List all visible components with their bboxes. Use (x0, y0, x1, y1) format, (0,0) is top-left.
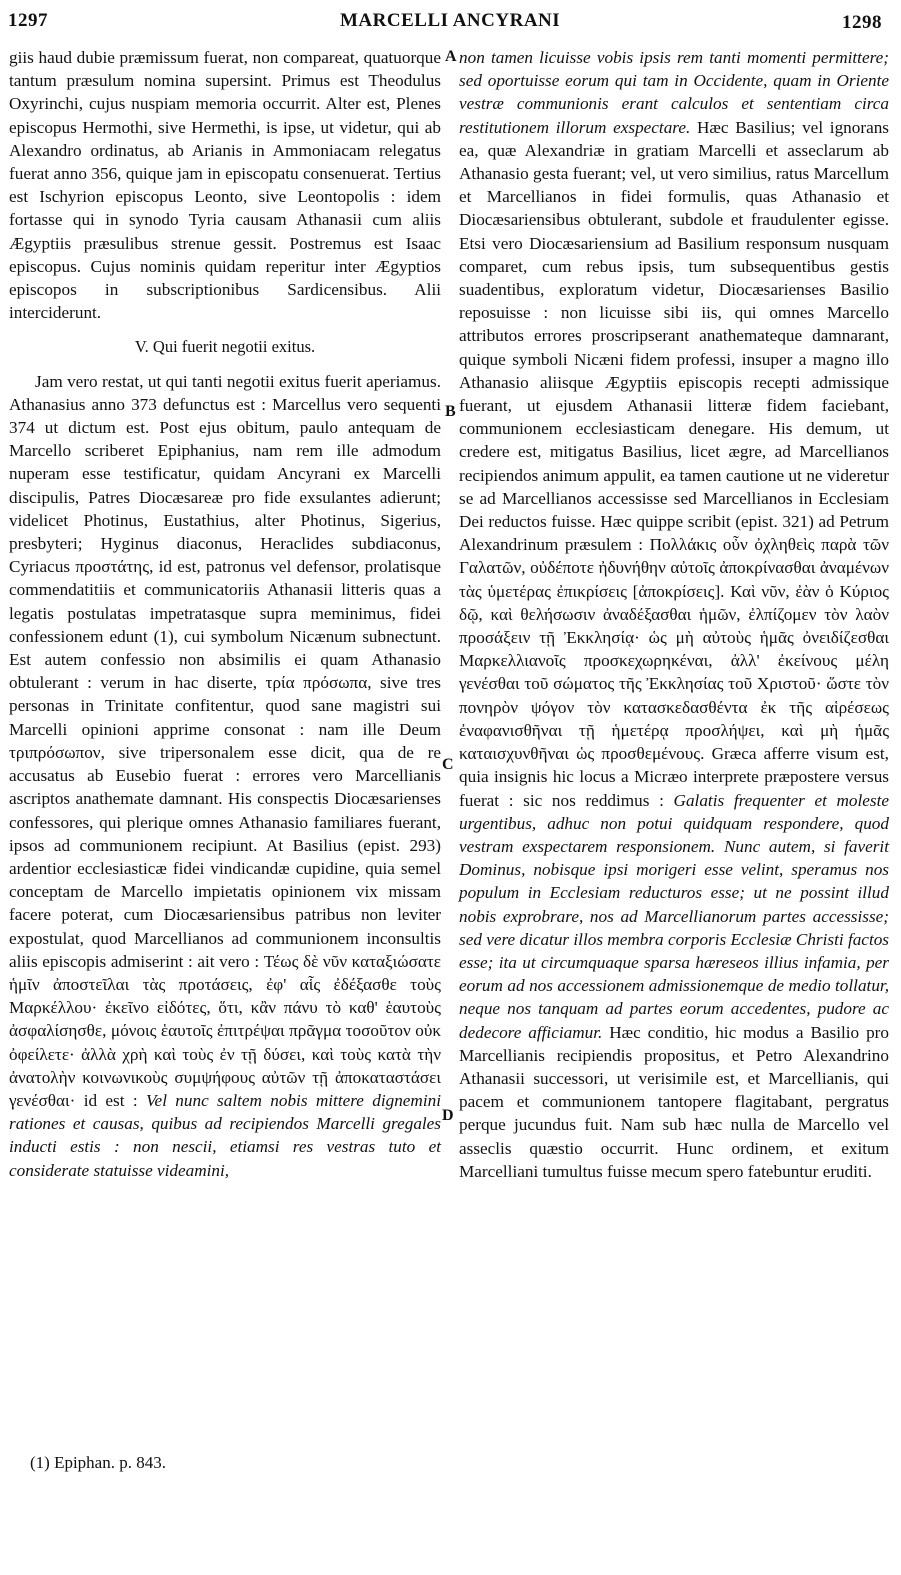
paragraph-text: Hæc Basilius; vel ignorans ea, quæ Alexandriæ in gratiam Marcelli et asseclarum ab Athanasio gesta fuerant; vel, ut vero similius, ratus Marcellum et Marcellianos in fidei formulis, quas Athanasio et Diocæsariensibus obtulerant, subdole et fraudulenter egisse. Etsi vero Diocæsariensium ad Basilium responsum nusquam comparet, cum rebus ipsis, tum subsequentibus gestis suadentibus, exploratum videtur, Diocæsarienses Basilio reposuisse : non licuisse sibi iis, qui omnes Marcello attributos errores proscripserant anathemateque damnarant, quique symboli Nicæni fidem professi, insuper a magno illo Athanasio aliisque Ægyptiis episcopis recepti admissique fuerant, ut ejusdem Athanasii litteræ fidem faciebant, communionem ecclesiasticam denegare. His demum, ut credere est, mitigatus Basilius, licet ægre, ad Marcellianos recipiendos animum appulit, ea tamen cautione ut ne videretur se ad Marcellianos accessisse sed Marcellianos in Ecclesiam Dei reductos fuisse. Hæc quippe scribit (epist. 321) ad Petrum Alexandrinum præsulem : (459, 117, 889, 555)
left-column (9, 46, 441, 1182)
running-title: MARCELLI ANCYRANI (340, 10, 561, 31)
paragraph-text: Hæc conditio, hic modus a Basilio pro Marcellianis recipiendis propositus, et Petro Alexandrino Athanasii successori, ut verisimile est, et Marcellianis, qui pacem et communionem tantopere flagitabant, pergratus perque jucundus fuit. Nam sub hæc nulla de Marcello vel asseclis quæstio occurrit. Hunc ordinem, et exitum Marcelliani tumultus fuisse mecum spero fatebuntur eruditi. (459, 1022, 889, 1181)
greek-text: τριπρόσωπον (9, 742, 101, 762)
greek-quotation: Τέως δὲ νῦν καταξιώσατε ἡμῖν ἀποστεῖλαι τὰς προτάσεις, ἐφ' αἷς ἐδέξασθε τοὺς Μαρκέλλου· ἐκεῖνο εἰδότες, ὅτι, κἂν πάνυ τὸ καθ' ἑαυτοὺς ἀσφαλίσησθε, μόνοις ἑαυτοῖς ἐπιτρέψαι πρᾶγμα τοσοῦτον οὐκ ὀφείλετε· ἀλλὰ χρὴ καὶ τοὺς ἐν τῇ δύσει, καὶ τοὺς κατὰ τὴν ἀνατολὴν κοινωνικοὺς συμψήφους αὐτῶν τῇ ἀποκαταστάσει γενέσθαι· (9, 951, 442, 1110)
paragraph-text: , sive tripersonalem esse dicit, qua de re accusatus ab Eusebio fuerat : errores vero Marcellianis ascriptos anathemate damnant. His conspectis Diocæsarienses confessores, qui plerique omnes Athanasio familiares fuerant, ipsos ad communionem recipiunt. At Basilius (epist. 293) ardentior ecclesiasticæ fidei vindicandæ cupidine, quia semel conceptam de Marcello impietatis opinionem vix missam facere poterat, cum Diocæsariensibus patribus non leviter expostulat, quod Marcellianos ad communionem inconsultis aliis episcopis admiserint : ait vero : (9, 742, 441, 971)
section-heading: V. Qui fuerit negotii exitus. (134, 337, 316, 357)
paragraph-text: Græca afferre visum est, quia insignis hic locus a Micræo interprete præpostere versus fuerat : sic nos reddimus : (459, 744, 889, 810)
paragraph-text: giis haud dubie præmissum fuerat, non compareat, quatuorque tantum præsulum nomina supersint. Primus est Theodulus Oxyrinchi, cujus nuspiam memoria occurrit. Alter est, Plenes episcopus Hermothi, sive Hermethi, is ipse, ut videtur, qui ab Alexandro ordinatus, ab Arianis in Ammoniacam relegatus fuerat anno 356, quique jam in episcopatu consenuerat. Tertius est Ischyrion episcopus Leonto, sive Leontopolis : idem fortasse qui in synodo Tyria causam Athanasii cum aliis Ægyptiis præsulibus strenue gessit. Postremus est Isaac episcopus. Cujus nominis quidam reperitur inter Ægyptios episcopos in subscriptionibus Sardicensibus. Alii interciderunt. (9, 48, 441, 323)
paragraph (9, 46, 441, 324)
latin-translation: Vel nunc saltem nobis mittere dignemini rationes et causas, quibus ad recipiendos Marcelli gregales inducti estis : non nescii, etiamsi res vestras tuto et considerate statuisse videamini, (9, 1090, 441, 1180)
paragraph-text: id est : (75, 1090, 138, 1110)
margin-letter-d: D (442, 1107, 454, 1124)
margin-letter-b: B (445, 403, 456, 420)
paragraph (459, 46, 889, 1183)
page-number-right: 1298 (842, 12, 882, 33)
margin-letter-a: A (445, 48, 457, 65)
latin-translation: non tamen licuisse vobis ipsis rem tanti momenti permittere; sed oportuisse eorum qui tam in Occidente, quam in Oriente vestræ communionis erant calculos et sententiam circa restitutionem illorum exspectare. (459, 48, 889, 137)
greek-text: τρία πρόσωπα (265, 673, 368, 693)
footnote: (1) Epiphan. p. 843. (30, 1453, 166, 1472)
paragraph-text: , sive tres personas in Trinitate confitentur, quod sane magistri sui Marcelli opinioni apprime consonat : nam ille Deum (9, 673, 441, 739)
greek-text: προστάτης (75, 557, 150, 577)
margin-letter-c: C (442, 756, 454, 773)
page-number-left: 1297 (8, 10, 48, 31)
running-header (0, 10, 901, 40)
right-column (459, 46, 889, 1183)
paragraph-text: , id est, patronus vel defensor, prolatisque commendatitiis et communicatoriis Athanasii litteris quas a legatis postulatas impetratasque supra meminimus, fidei confessionem edunt (1), cui symbolum Nicænum subnectunt. Est autem confessio non absimilis ei quam Athanasio obtulerant : verum in hac diserte, (9, 557, 441, 693)
greek-quotation: Πολλάκις οὖν ὀχληθεὶς παρὰ τῶν Γαλατῶν, οὐδέποτε ἠδυνήθην αὐτοῖς ἀποκρίνασθαι ἀναμένων τὰς ὑμετέρας ἐπικρίσεις [ἀποκρίσεις]. Καὶ νῦν, ἐὰν ὁ Κύριος δῷ, καὶ θελήσωσιν ἀναδέξασθαι ἡμῶν, ἐλπίζομεν τὸν λαὸν προσάξειν τῇ Ἐκκλησίᾳ· ὡς μὴ αὐτοὺς ἡμᾶς ὀνειδίζεσθαι Μαρκελλιανοῖς προσκεχωρηκέναι, ἀλλ' ἐκείνους μέλη γενέσθαι τοῦ σώματος τῆς Ἐκκλησίας τοῦ Χριστοῦ· ὥστε τὸν πονηρὸν ψόγον τὸν κατασκεδασθέντα ἐκ τῆς αἱρέσεως ἐναφανισθῆναι τῇ ἡμετέρᾳ προσλήψει, καὶ μὴ ἡμᾶς καταισχυνθῆναι ὡς προσθεμένους. (459, 535, 889, 764)
paragraph (9, 370, 441, 1182)
latin-translation: Galatis frequenter et moleste urgentibus, adhuc non potui quidquam respondere, quod vestram exspectarem responsionem. Nunc autem, si faverit Dominus, nobisque ipsi morigeri esse velint, speramus nos populum in Ecclesiam reducturos esse; ut ne possint illud nobis exprobrare, nos ad Marcellianorum partes accessisse; sed vere dicatur illos membra corporis Ecclesiæ Christi factos esse; ita ut circumquaque sparsa hæreseos illius infamia, per eorum ad nos accessionem admissionemque de medio tollatur, neque nos tanquam ad partes eorum accedentes, pudore ac dedecore afficiamur. (459, 790, 890, 1042)
paragraph-text: Jam vero restat, ut qui tanti negotii exitus fuerit aperiamus. Athanasius anno 373 defunctus est : Marcellus vero sequenti 374 ut dictum est. Post ejus obitum, paulo antequam de Marcello scriberet Epiphanius, nam rem ille admodum nuperam esse testificatur, quidam Ancyrani ex Marcelli discipulis, Patres Diocæsareæ pro fide exsulantes adierunt; videlicet Photinus, Eustathius, alter Photinus, Sigerius, presbyteri; Hyginus diaconus, Heraclides subdiaconus, Cyriacus (9, 371, 441, 577)
